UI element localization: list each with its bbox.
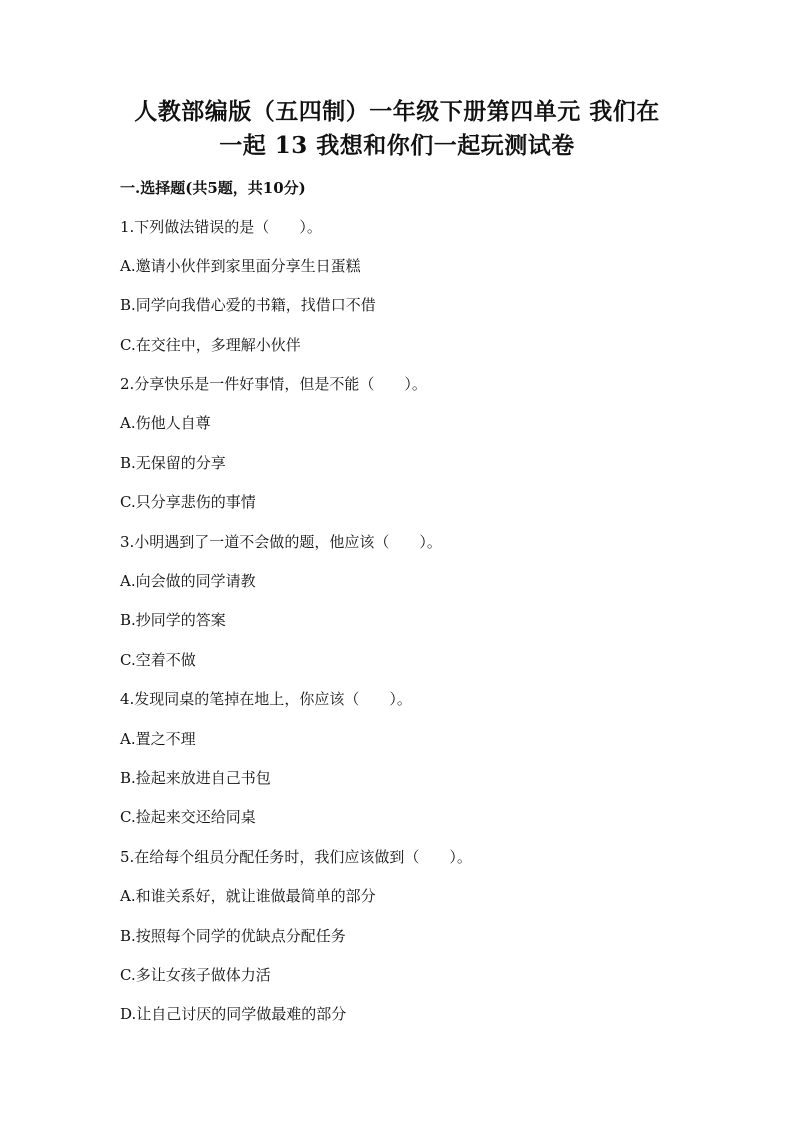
question-4-option-a: A.置之不理 xyxy=(120,730,196,748)
question-5-option-c: C.多让女孩子做体力活 xyxy=(120,966,271,984)
question-3-stem: 3.小明遇到了一道不会做的题，他应该（ ）。 xyxy=(120,533,442,551)
question-1-option-a: A.邀请小伙伴到家里面分享生日蛋糕 xyxy=(120,257,361,275)
question-5-option-a: A.和谁关系好，就让谁做最简单的部分 xyxy=(120,887,376,905)
exam-title-line2: 一起 13 我想和你们一起玩测试卷 xyxy=(219,132,575,159)
question-4-option-c: C.捡起来交还给同桌 xyxy=(120,808,256,826)
question-1-option-c: C.在交往中，多理解小伙伴 xyxy=(120,336,301,354)
question-4-stem: 4.发现同桌的笔掉在地上，你应该（ ）。 xyxy=(120,690,412,708)
question-2-option-c: C.只分享悲伤的事情 xyxy=(120,493,256,511)
question-5-stem: 5.在给每个组员分配任务时，我们应该做到（ ）。 xyxy=(120,848,472,866)
question-5-option-d: D.让自己讨厌的同学做最难的部分 xyxy=(120,1005,347,1023)
question-2-option-b: B.无保留的分享 xyxy=(120,454,226,472)
exam-title-line1: 人教部编版（五四制）一年级下册第四单元 我们在 xyxy=(134,98,660,125)
question-3-option-b: B.抄同学的答案 xyxy=(120,611,226,629)
question-5-option-b: B.按照每个同学的优缺点分配任务 xyxy=(120,927,346,945)
question-1-option-b: B.同学向我借心爱的书籍，找借口不借 xyxy=(120,296,376,314)
question-3-option-a: A.向会做的同学请教 xyxy=(120,572,256,590)
section-heading: 一.选择题(共5题，共10分) xyxy=(120,179,306,197)
question-1-stem: 1.下列做法错误的是（ ）。 xyxy=(120,218,322,236)
question-4-option-b: B.捡起来放进自己书包 xyxy=(120,769,271,787)
question-3-option-c: C.空着不做 xyxy=(120,651,196,669)
question-2-stem: 2.分享快乐是一件好事情，但是不能（ ）。 xyxy=(120,375,427,393)
question-2-option-a: A.伤他人自尊 xyxy=(120,414,211,432)
